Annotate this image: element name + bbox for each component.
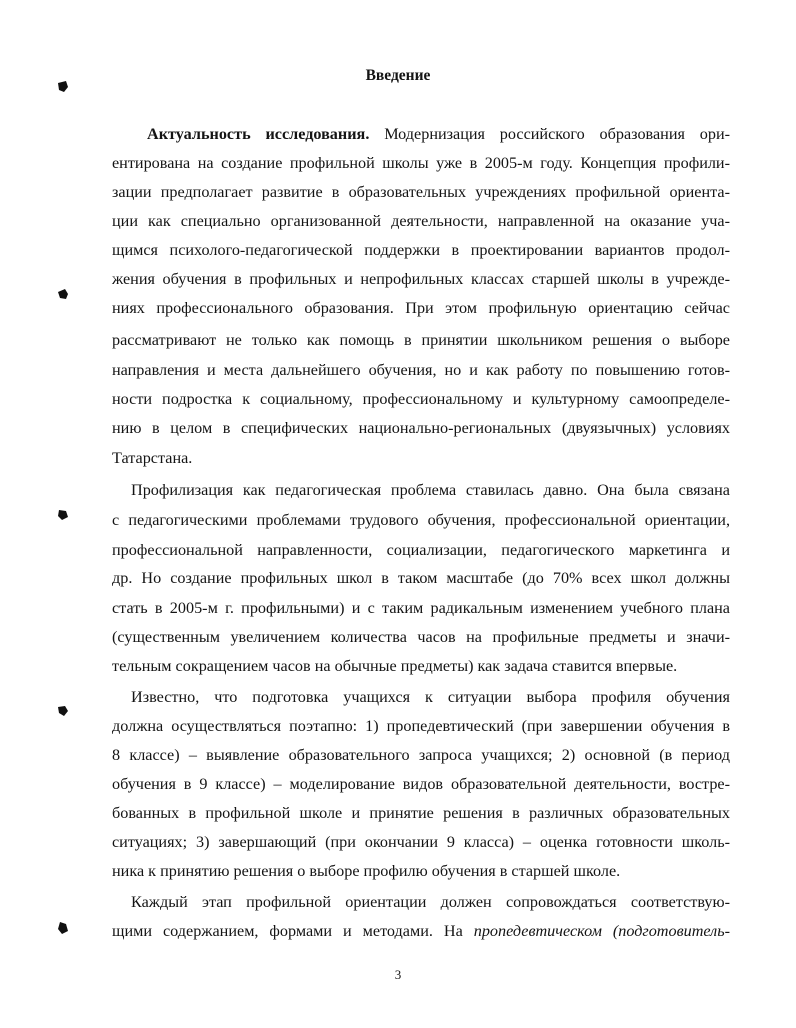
paragraph-4-line-1: Каждый этап профильной ориентации должен сопровождаться соответствую- (131, 893, 730, 911)
italic-phrase: пропедевтическом (подготовитель- (473, 922, 730, 940)
paragraph-line: нию в целом в специфических национально-региональных (двуязычных) условиях (112, 419, 730, 437)
paragraph-line: рассматривают не только как помощь в принятии школьником решения о выборе (112, 331, 730, 349)
paragraph-3-line-1: Известно, что подготовка учащихся к ситуации выбора профиля обучения (131, 688, 730, 706)
paragraph-line: ника к принятию решения о выборе профилю обучения в старшей школе. (112, 862, 621, 880)
scan-speck-mark (56, 920, 70, 936)
paragraph-1-line-1: Актуальность исследования. Модернизация российского образования ори- (147, 125, 730, 143)
paragraph-line: щимся психолого-педагогической поддержки в проектировании вариантов продол- (112, 241, 730, 259)
paragraph-line: стать в 2005-м г. профильными) и с таким радикальным изменением учебного плана (112, 599, 730, 617)
paragraph-line: ситуациях; 3) завершающий (при окончании 9 класса) – оценка готовности школь- (112, 833, 730, 851)
paragraph-line: ции как специально организованной деятельности, направленной на оказание уча- (112, 212, 730, 230)
page-number: 3 (394, 967, 402, 982)
paragraph-line: др. Но создание профильных школ в таком масштабе (до 70% всех школ должны (112, 569, 730, 587)
paragraph-line: жения обучения в профильных и непрофильных классах старшей школы в учрежде- (112, 270, 730, 288)
paragraph-2-line-1: Профилизация как педагогическая проблема ставилась давно. Она была связана (131, 481, 730, 499)
paragraph-line: ентирована на создание профильной школы уже в 2005-м году. Концепция профили- (112, 154, 730, 172)
paragraph-line: профессиональной направленности, социализации, педагогического маркетинга и (112, 541, 730, 559)
paragraph-line: щими содержанием, формами и методами. На пропедевтическом (подготовитель- (112, 922, 730, 940)
scan-speck-mark (56, 80, 70, 94)
paragraph-line: с педагогическими проблемами трудового обучения, профессиональной ориентации, (112, 511, 730, 529)
paragraph-line: обучения в 9 классе) – моделирование видов образовательной деятельности, востре- (112, 775, 730, 793)
paragraph-line: должна осуществляться поэтапно: 1) пропедевтический (при завершении обучения в (112, 717, 730, 735)
lead-bold-heading: Актуальность исследования. (147, 125, 370, 143)
paragraph-line: ниях профессионального образования. При этом профильную ориентацию сейчас (112, 299, 730, 317)
paragraph-line: бованных в профильной школе и принятие решения в различных образовательных (112, 804, 730, 822)
scan-speck-mark (56, 508, 70, 522)
paragraph-line: направления и места дальнейшего обучения, но и как работу по повышению готов- (112, 361, 730, 379)
paragraph-line: 8 классе) – выявление образовательного запроса учащихся; 2) основной (в период (112, 746, 730, 764)
paragraph-line: ности подростка к социальному, профессиональному и культурному самоопределе- (112, 390, 730, 408)
paragraph-line: тельным сокращением часов на обычные предметы) как задача ставится впервые. (112, 657, 678, 675)
paragraph-line: (существенным увеличением количества часов на профильные предметы и значи- (112, 628, 730, 646)
paragraph-line: зации предполагает развитие в образовательных учреждениях профильной ориента- (112, 183, 730, 201)
page-title: Введение (365, 67, 431, 84)
scan-speck-mark (56, 288, 70, 302)
scan-speck-mark (56, 704, 70, 718)
paragraph-line: Татарстана. (112, 449, 193, 467)
